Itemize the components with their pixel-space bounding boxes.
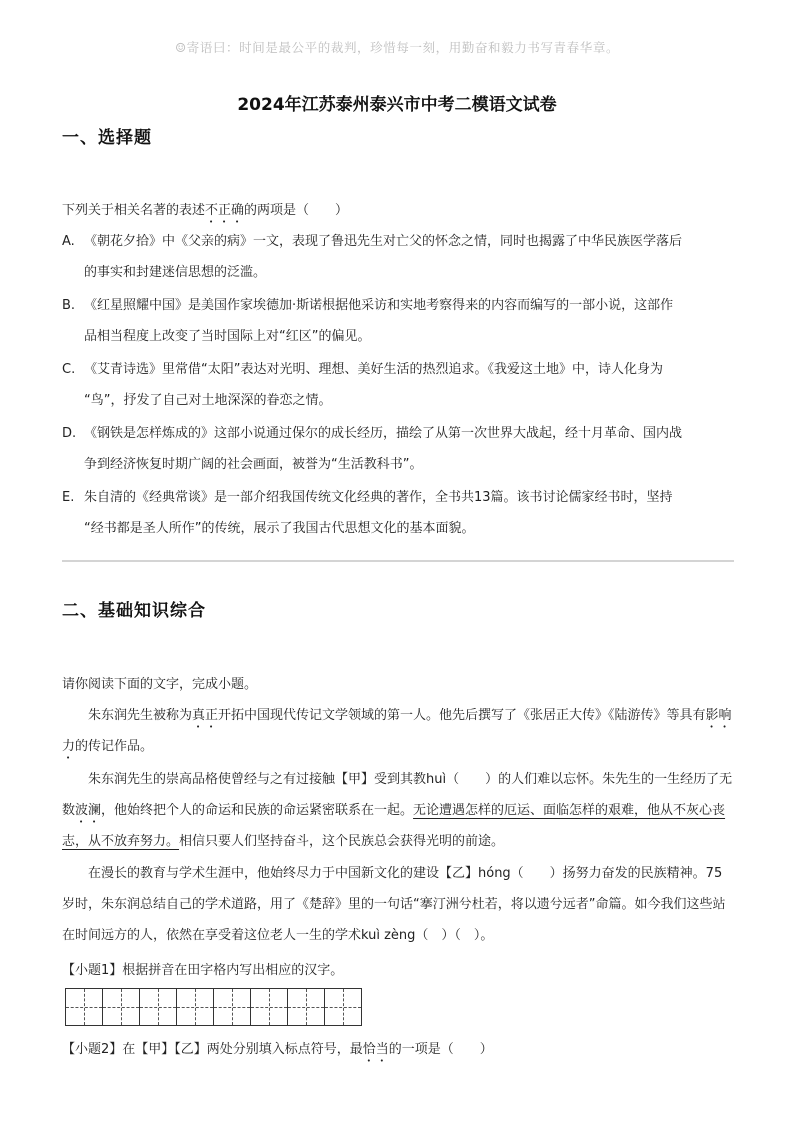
subquestion-2: 【小题2】在【甲】【乙】两处分别填入标点符号，最恰当的一项是（ ） [62, 1042, 493, 1057]
option-e[interactable] [62, 482, 722, 544]
option-text-cont: “经书都是圣人所作”的传统，展示了我国古代思想文化的基本面貌。 [84, 521, 475, 536]
tianzige-cell[interactable] [250, 988, 288, 1026]
option-c[interactable] [62, 354, 722, 416]
option-text-cont: “鸟”，抒发了自己对土地深深的眷恋之情。 [84, 393, 332, 408]
tianzige-grid[interactable] [66, 988, 362, 1026]
option-text: 《艾青诗选》里常借“太阳”表达对光明、理想、美好生活的热烈追求。《我爱这土地》中，诗人化身为 [84, 362, 663, 377]
page-title: 2024年江苏泰州泰兴市中考二模语文试卷 [237, 95, 557, 115]
tianzige-cell[interactable] [213, 988, 251, 1026]
option-letter: A. [62, 234, 75, 249]
option-text: 《红星照耀中国》是美国作家埃德加·斯诺根据他采访和实地考察得来的内容而编写的一部小说，这部作 [84, 298, 674, 313]
emphasis-text: 波澜 [75, 803, 102, 818]
option-letter: C. [62, 362, 76, 377]
tianzige-cell[interactable] [287, 988, 325, 1026]
option-text: 《朝花夕拾》中《父亲的病》一文，表现了鲁迅先生对亡父的怀念之情，同时也揭露了中华民族医学落后 [84, 234, 683, 249]
motto-header: ☺寄语曰：时间是最公平的裁判，珍惜每一刻，用勤奋和毅力书写青春华章。 [174, 40, 620, 55]
section-heading-choice: 一、选择题 [62, 128, 152, 148]
subquestion-1: 【小题1】根据拼音在田字格内写出相应的汉字。 [62, 963, 344, 978]
section-heading-basics: 二、基础知识综合 [62, 601, 206, 621]
option-b[interactable] [62, 290, 722, 352]
emphasis-text: 不正确 [205, 203, 245, 218]
option-letter: B. [62, 298, 76, 313]
tianzige-cell[interactable] [176, 988, 214, 1026]
option-d[interactable] [62, 418, 722, 480]
passage-paragraph-2: 朱东润先生的崇高品格使曾经与之有过接触【甲】受到其教huì（ ）的人们难以忘怀。朱先生的一生经历了无数波澜，他始终把个人的命运和民族的命运紧密联系在一起。无论遭遇怎样的厄运、面临怎样的艰难，他从不灰心丧志，从不放弃努力。相信只要人们坚持奋斗，这个民族总会获得光明的前途。 [62, 772, 733, 849]
option-text: 《钢铁是怎样炼成的》这部小说通过保尔的成长经历，描绘了从第一次世界大战起，经十月革命、国内战 [84, 426, 683, 441]
option-text-cont: 品相当程度上改变了当时国际上对“红区”的偏见。 [84, 329, 371, 344]
emphasis-text: 真正 [192, 708, 219, 723]
option-a[interactable] [62, 226, 722, 288]
emphasis-text: 影响力 [62, 708, 732, 754]
section-divider [62, 560, 734, 562]
tianzige-cell[interactable] [324, 988, 362, 1026]
emphasis-text: 恰当 [362, 1042, 389, 1057]
underlined-sentence: 无论遭遇怎样的厄运、面临怎样的艰难，他从不灰心丧志，从不放弃努力。 [62, 803, 726, 849]
tianzige-cell[interactable] [65, 988, 103, 1026]
option-text: 朱自清的《经典常谈》是一部介绍我国传统文化经典的著作，全书共13篇。该书讨论儒家经书时，坚持 [84, 490, 673, 505]
passage-paragraph-1: 朱东润先生被称为真正开拓中国现代传记文学领域的第一人。他先后撰写了《张居正大传》《陆游传》等具有影响力的传记作品。 [62, 708, 732, 754]
option-letter: E. [62, 490, 75, 505]
tianzige-cell[interactable] [102, 988, 140, 1026]
passage-intro: 请你阅读下面的文字，完成小题。 [62, 677, 258, 692]
question-stem: 下列关于相关名著的表述不正确的两项是（ ） [62, 203, 349, 218]
option-letter: D. [62, 426, 77, 441]
option-text-cont: 争到经济恢复时期广阔的社会画面，被誉为“生活教科书”。 [84, 457, 423, 472]
option-text-cont: 的事实和封建迷信思想的泛滥。 [84, 265, 267, 280]
passage-paragraph-3: 在漫长的教育与学术生涯中，他始终尽力于中国新文化的建设【乙】hóng（ ）扬努力奋发的民族精神。75岁时，朱东润总结自己的学术道路，用了《楚辞》里的一句话“搴汀洲兮杜若，将以遗兮远者”命篇。如今我们这些站在时间远方的人，依然在享受着这位老人一生的学术kuì zèng（ ）（ ）。 [62, 866, 726, 943]
tianzige-cell[interactable] [139, 988, 177, 1026]
